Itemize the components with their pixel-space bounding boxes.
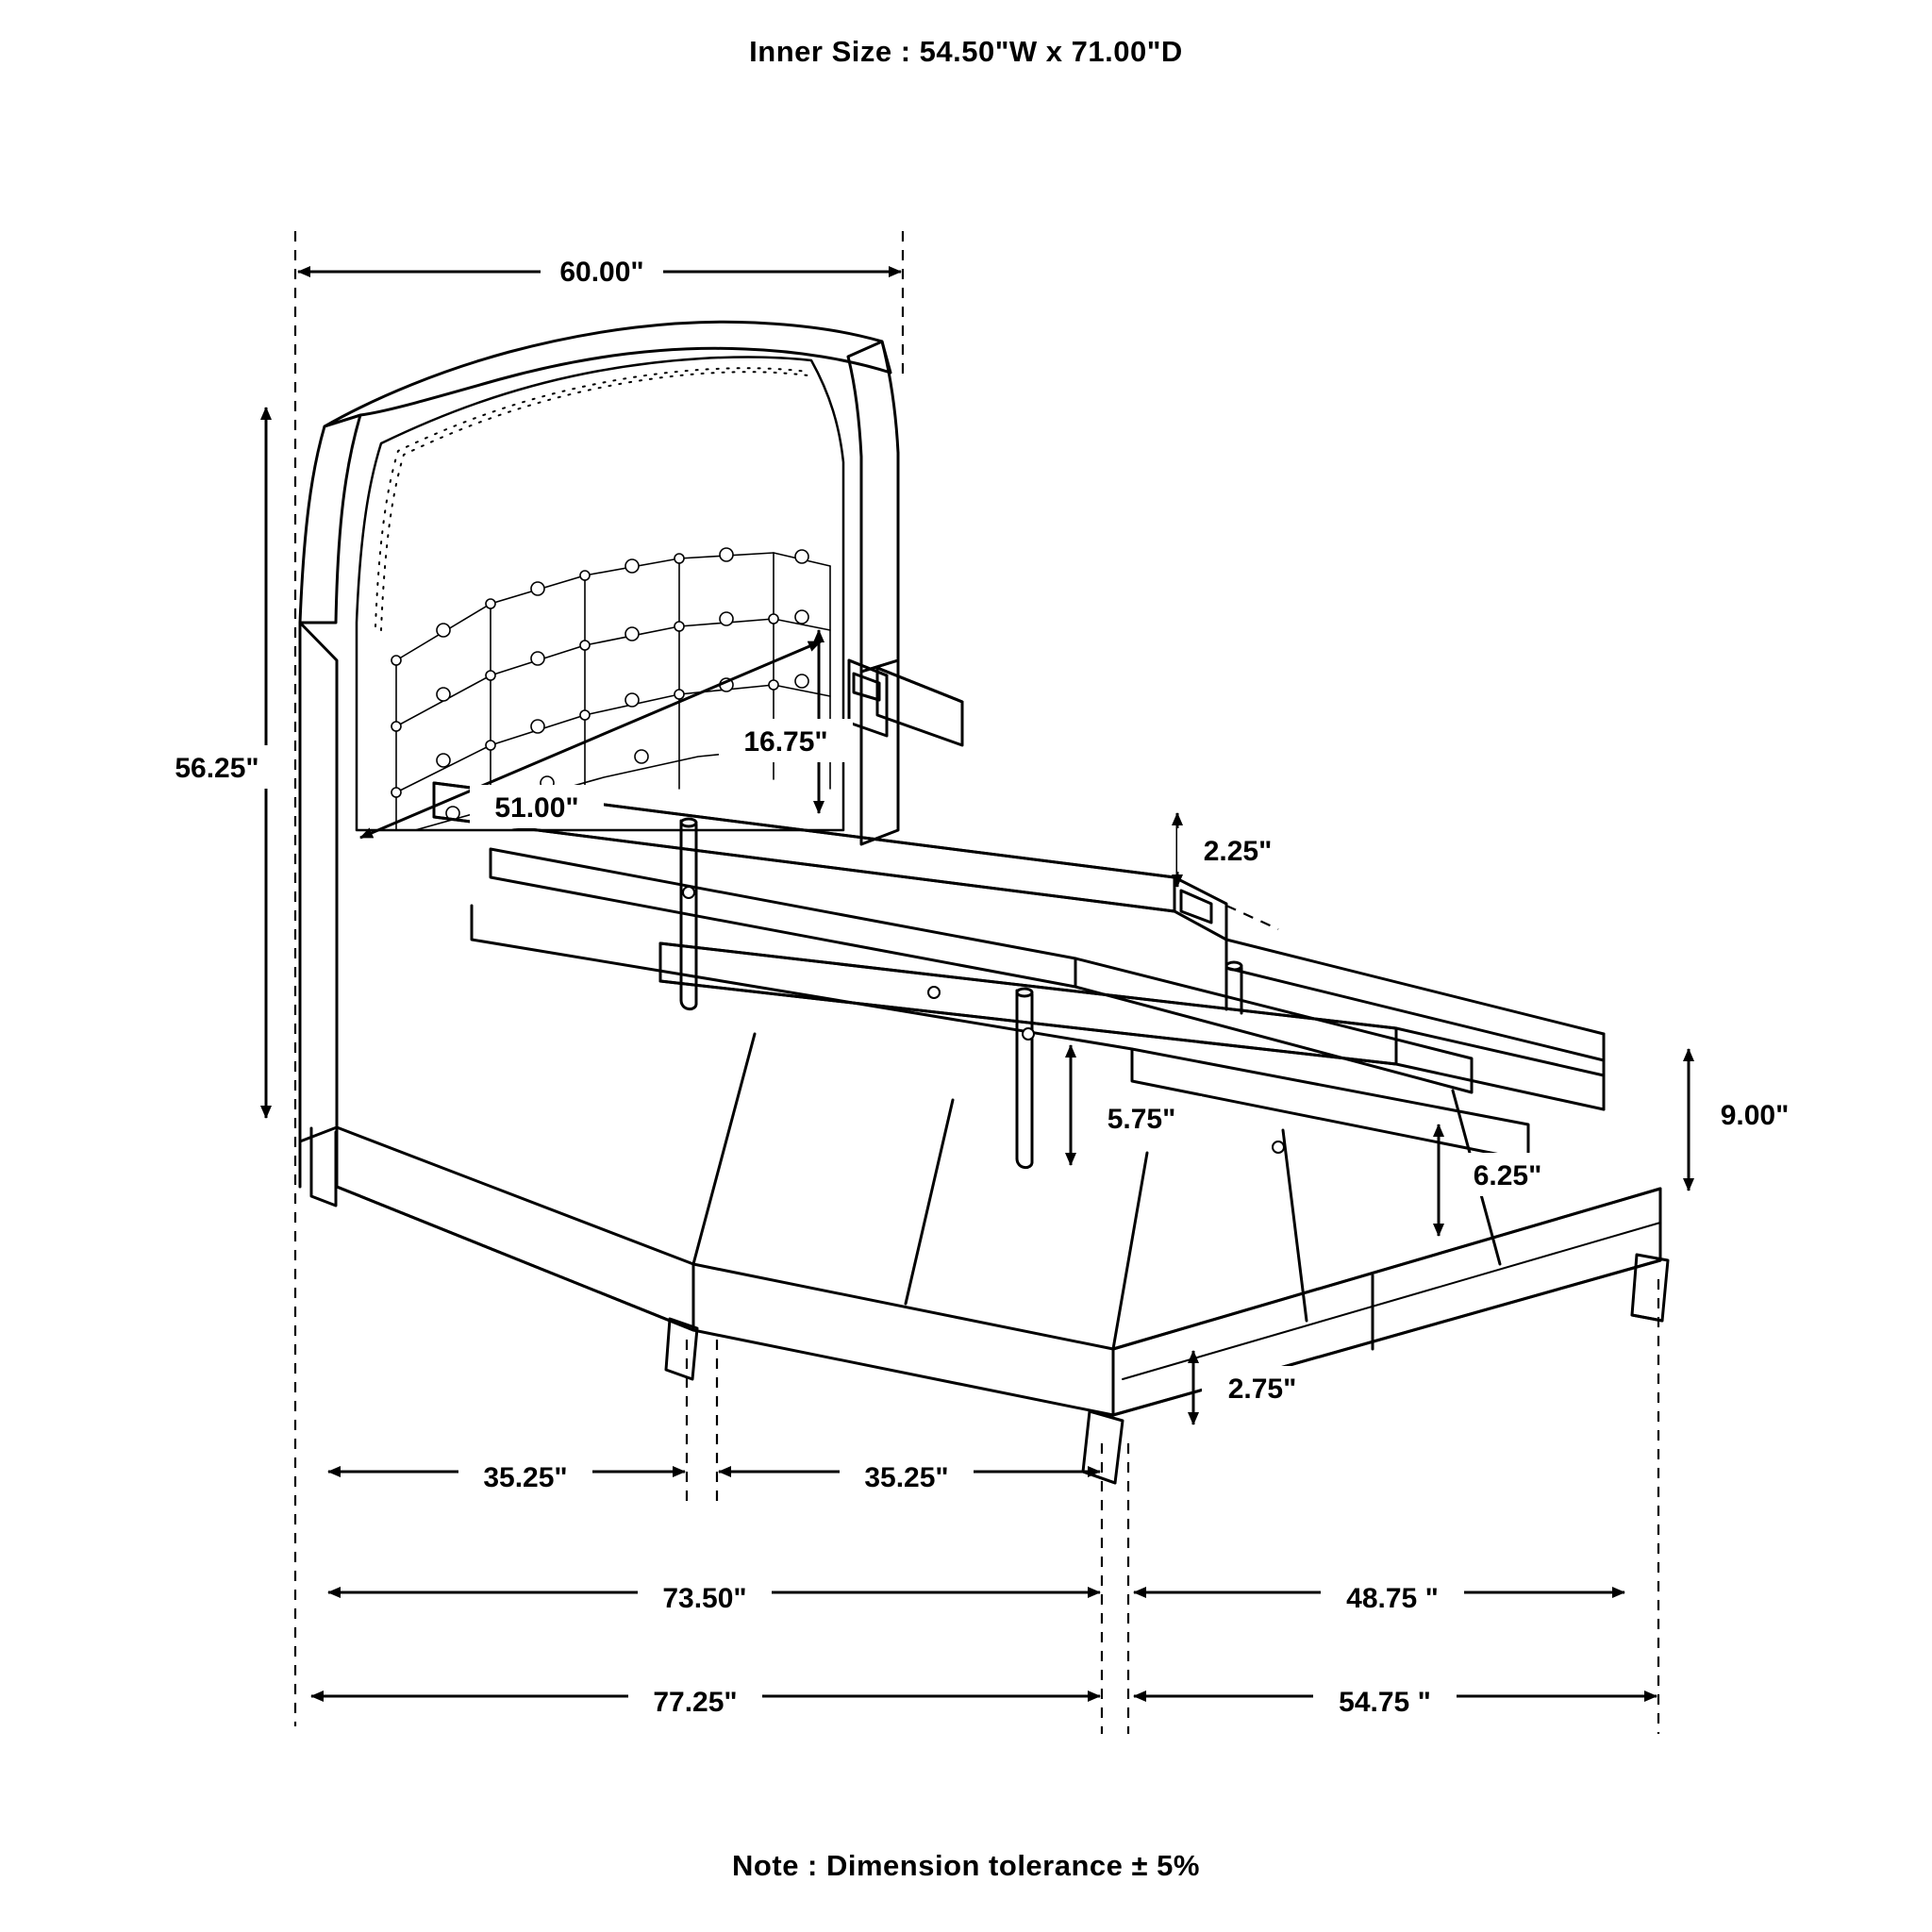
dimension-label-5-75: 5.75" xyxy=(1107,1104,1176,1135)
dimension-label-56-25: 56.25" xyxy=(175,753,259,784)
dimension-label-54-75: 54.75 " xyxy=(1339,1687,1431,1718)
page-title: Inner Size : 54.50"W x 71.00"D xyxy=(749,35,1183,68)
dimension-label-77-25: 77.25" xyxy=(653,1687,738,1718)
dimension-label-73-50: 73.50" xyxy=(662,1583,747,1614)
dimension-label-2-75: 2.75" xyxy=(1227,1374,1297,1405)
dimension-label-35-25-left: 35.25" xyxy=(483,1462,568,1493)
dimension-label-35-25-right: 35.25" xyxy=(864,1462,949,1493)
dimension-labels xyxy=(151,251,1815,1723)
dimension-label-6-25: 6.25" xyxy=(1473,1160,1542,1191)
dimension-label-9-00: 9.00" xyxy=(1720,1100,1790,1131)
dimension-label-51: 51.00" xyxy=(494,792,579,824)
dimension-label-60: 60.00" xyxy=(559,257,644,288)
dimension-label-2-25: 2.25" xyxy=(1203,836,1273,867)
tolerance-note: Note : Dimension tolerance ± 5% xyxy=(732,1849,1200,1882)
bed-illustration xyxy=(300,322,1668,1483)
extension-lines xyxy=(295,231,1658,1734)
dimension-label-48-75: 48.75 " xyxy=(1346,1583,1439,1614)
dimension-label-16-75: 16.75" xyxy=(743,726,828,758)
